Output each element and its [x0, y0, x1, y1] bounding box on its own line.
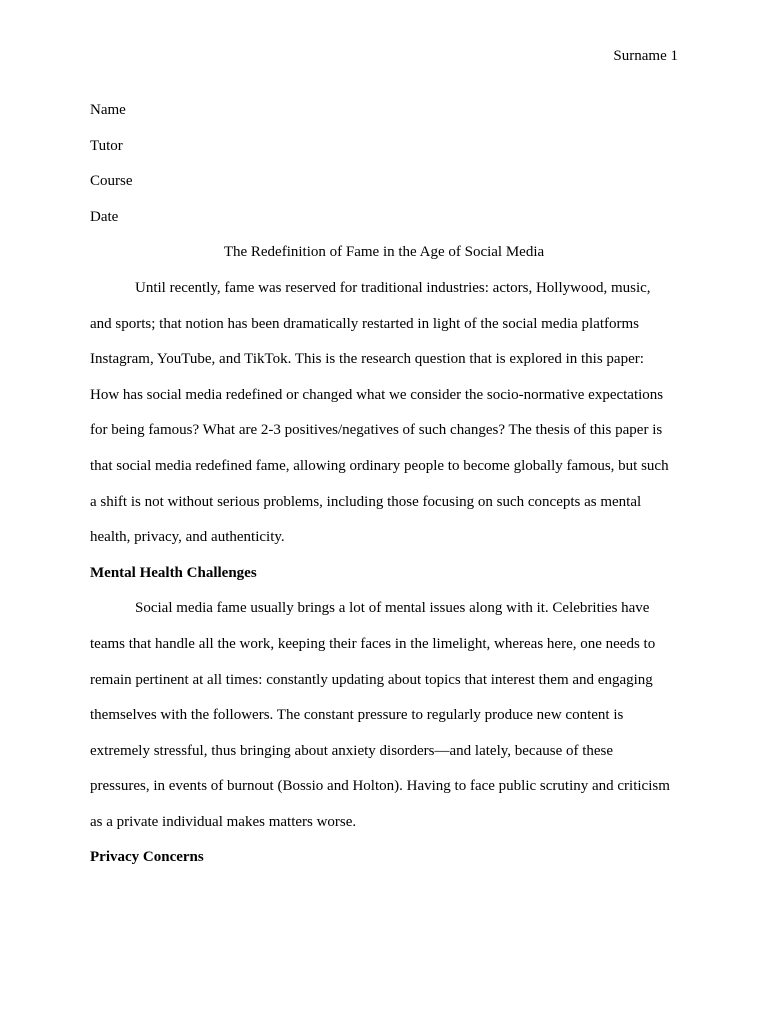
paragraph-line: a shift is not without serious problems, including those focusing on such concepts as mental [90, 493, 642, 510]
paragraph-line: and sports; that notion has been dramatically restarted in light of the social media platforms [90, 315, 640, 332]
mental-health-paragraph [90, 591, 678, 840]
paragraph-line: Social media fame usually brings a lot of mental issues along with it. Celebrities have [135, 600, 650, 617]
paragraph-line: health, privacy, and authenticity. [90, 529, 285, 546]
paragraph-line: teams that handle all the work, keeping their faces in the limelight, whereas here, one needs to [90, 635, 656, 652]
paragraph-line: remain pertinent at all times: constantly updating about topics that interest them and engaging [90, 671, 653, 688]
paragraph-line: for being famous? What are 2-3 positives/negatives of such changes? The thesis of this paper is [90, 422, 663, 439]
date-line: Date [90, 208, 119, 225]
student-name: Name [90, 102, 126, 118]
document-body [90, 93, 678, 876]
paragraph-line: How has social media redefined or changed what we consider the socio-normative expectations [90, 386, 664, 403]
page-header [613, 47, 678, 65]
page-number-label: Surname 1 [613, 48, 678, 64]
section-heading-privacy: Privacy Concerns [90, 849, 204, 866]
paragraph-line: as a private individual makes matters worse. [90, 813, 357, 830]
intro-paragraph [90, 271, 678, 556]
section-heading-mental-health: Mental Health Challenges [90, 564, 257, 581]
course-name: Course [90, 173, 133, 190]
paragraph-line: that social media redefined fame, allowing ordinary people to become globally famous, but such [90, 457, 669, 474]
paragraph-line: themselves with the followers. The constant pressure to regularly produce new content is [90, 707, 624, 724]
tutor-name: Tutor [90, 137, 123, 154]
paragraph-line: Until recently, fame was reserved for traditional industries: actors, Hollywood, music, [135, 279, 651, 296]
paragraph-line: Instagram, YouTube, and TikTok. This is the research question that is explored in this paper: [90, 351, 644, 368]
paragraph-line: extremely stressful, thus bringing about anxiety disorders—and lately, because of these [90, 742, 614, 759]
paragraph-line: pressures, in events of burnout (Bossio and Holton). Having to face public scrutiny and criticism [90, 778, 670, 795]
paper-title: The Redefinition of Fame in the Age of Social Media [223, 244, 545, 261]
